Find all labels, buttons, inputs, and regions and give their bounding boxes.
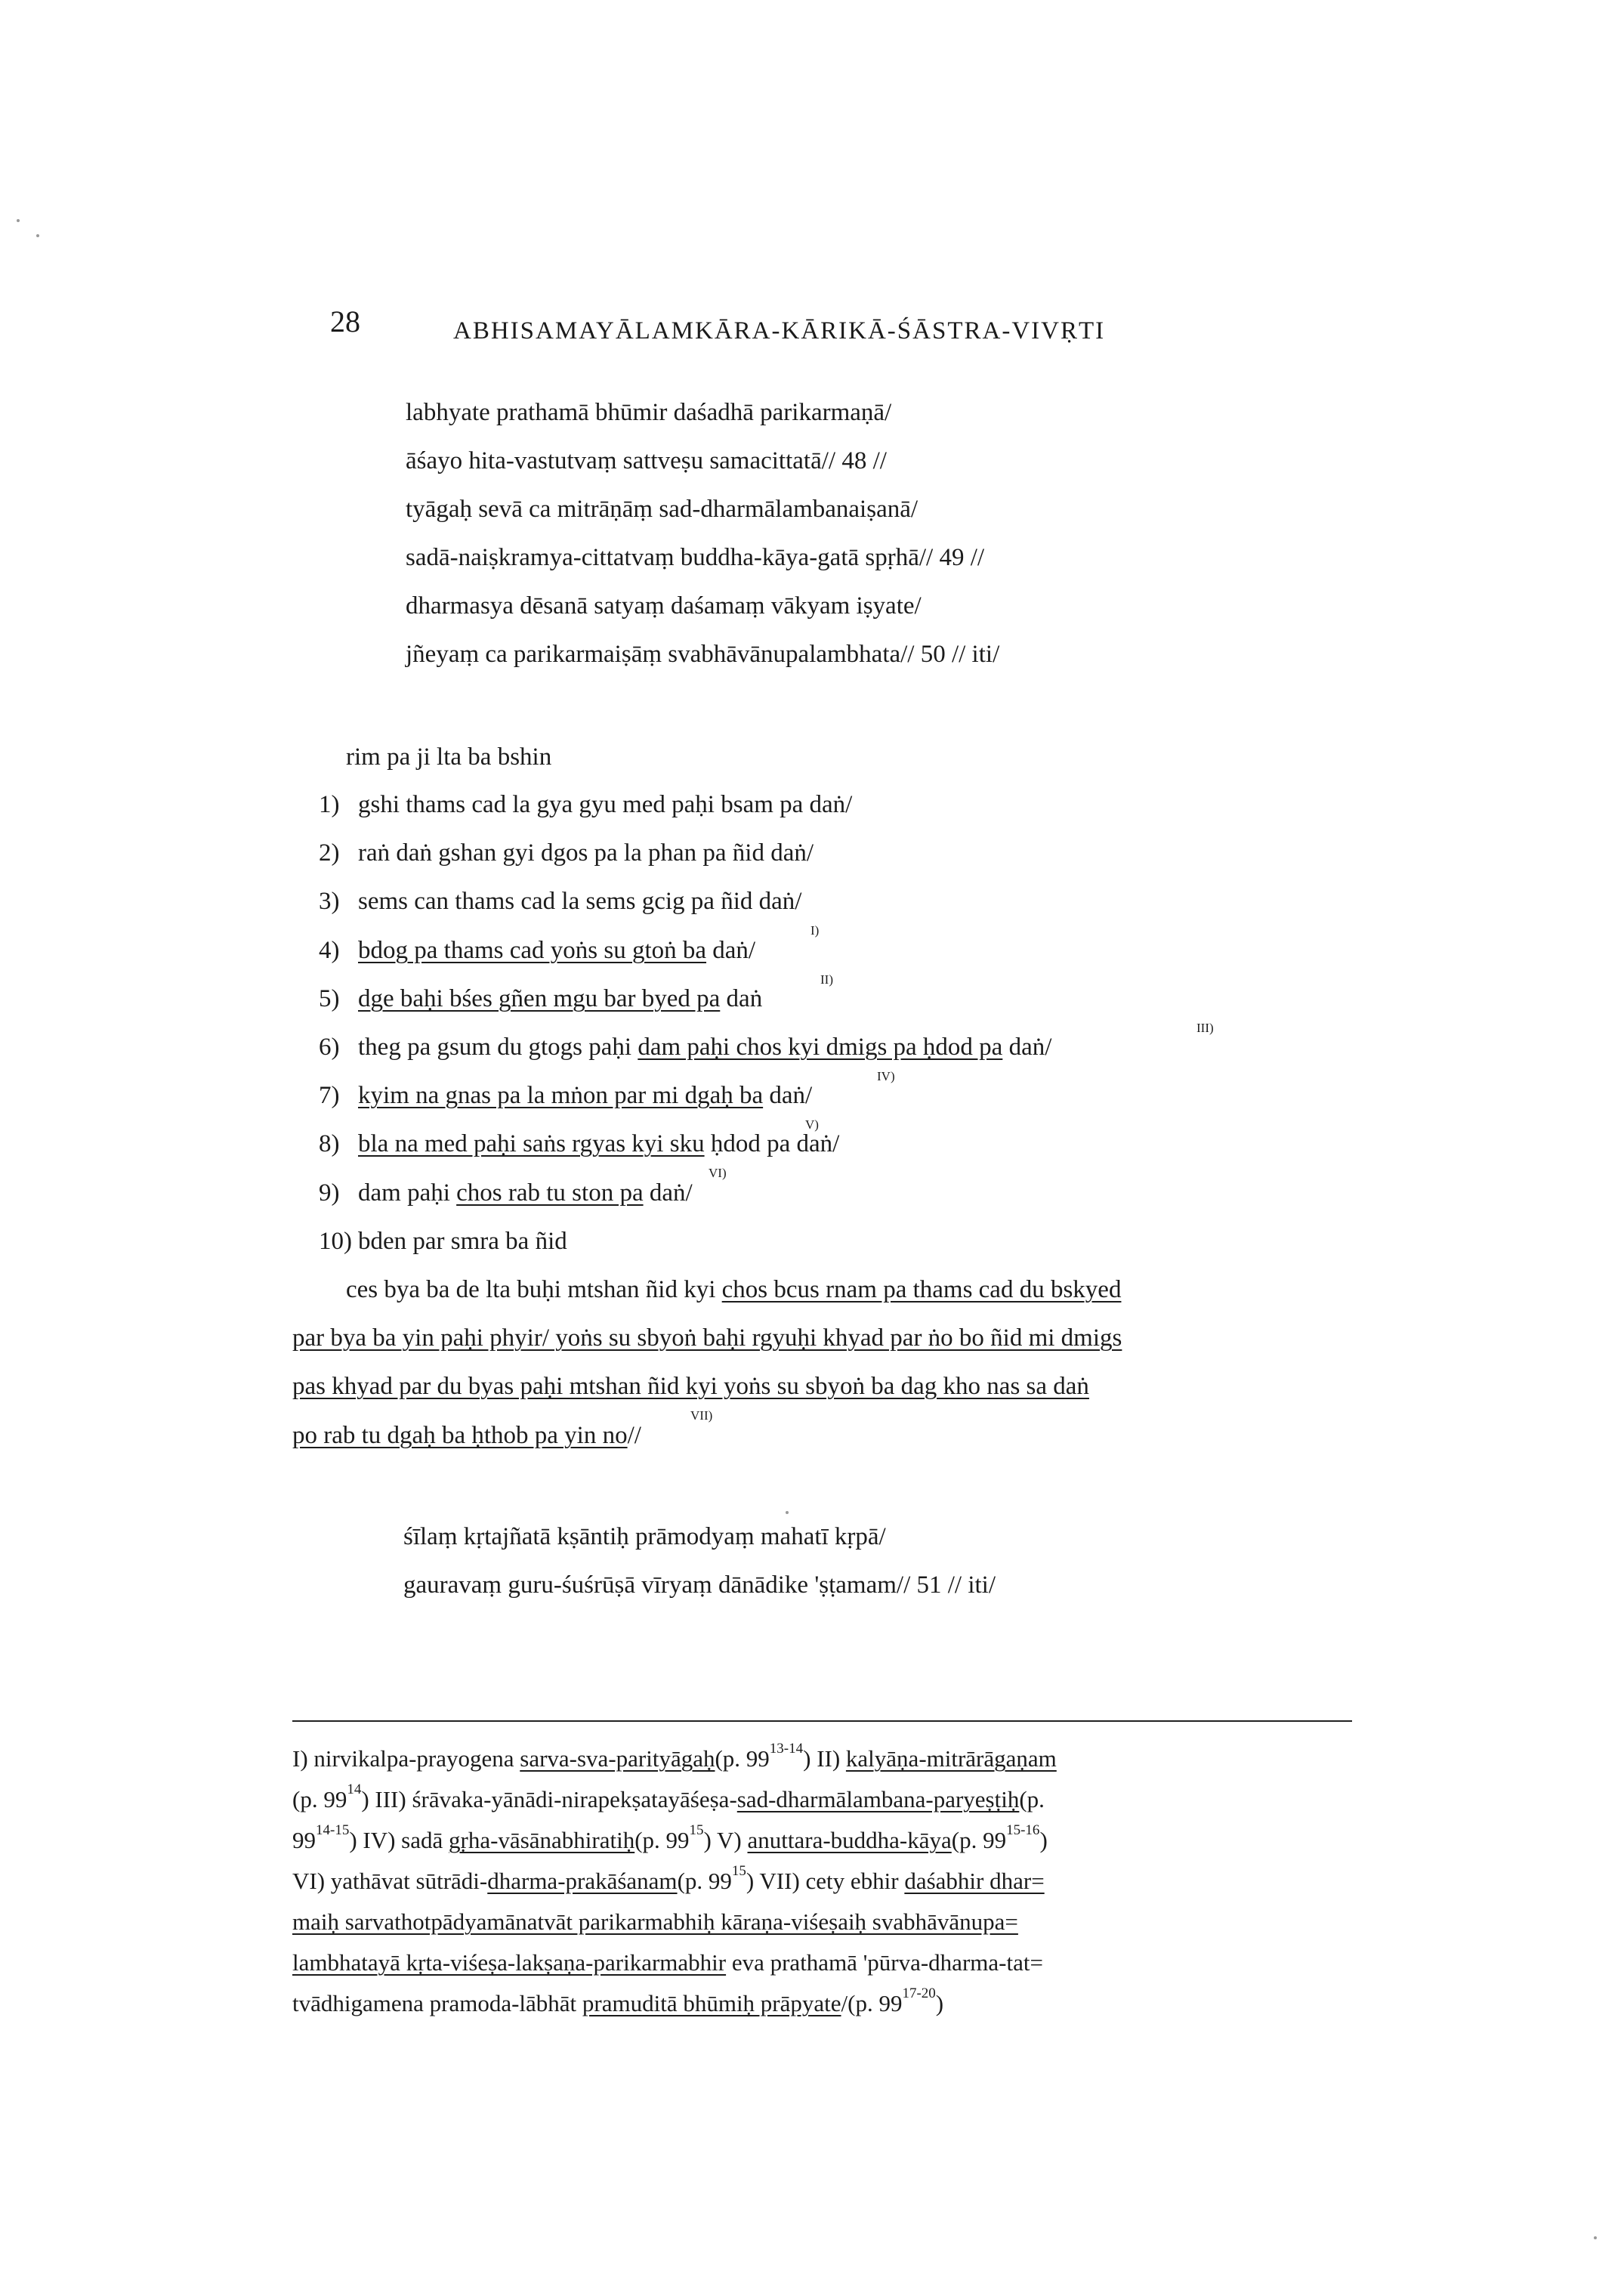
footnote-marker: V): [805, 1117, 819, 1132]
prose-line: [292, 1422, 641, 1450]
fn-text: ) III) śrāvaka-yānādi-nirapekṣatayāśeṣa-: [361, 1786, 737, 1812]
item-text: bden par smra ba ñid: [358, 1228, 567, 1255]
verse-line: gauravaṃ guru-śuśrūṣā vīryaṃ dānādike 'ṣṭamam// 51 // iti/: [403, 1571, 996, 1599]
item-number: 3): [319, 888, 340, 915]
item-text: raṅ daṅ gshan gyi dgos pa la phan pa ñid daṅ/: [358, 839, 814, 867]
footnote-line: [292, 1908, 1018, 1936]
verse-line: śīlaṃ kṛtajñatā kṣāntiḥ prāmodyaṃ mahatī kṛpā/: [403, 1523, 886, 1550]
fn-text: ) IV) sadā: [349, 1827, 449, 1853]
fn-text: (p. 99: [715, 1745, 770, 1772]
item-text: daṅ/: [1002, 1034, 1052, 1061]
fn-text-underlined: sad-dharmālambana-paryeṣṭiḥ: [736, 1786, 1020, 1812]
footnote-marker: I): [810, 923, 820, 938]
scan-speck: [36, 234, 39, 237]
scan-speck: [1594, 2236, 1597, 2239]
fn-text-underlined: daśabhir dhar=: [904, 1868, 1045, 1894]
fn-superscript: 13-14: [769, 1741, 804, 1757]
item-text: daṅ: [720, 985, 763, 1012]
item-number: 4): [319, 937, 340, 964]
prose-text-underlined: chos bcus rnam pa thams cad du bskyed: [721, 1276, 1122, 1303]
item-text: daṅ/: [706, 937, 756, 964]
scan-speck: [786, 1511, 789, 1514]
footnote-divider: [292, 1720, 1352, 1722]
fn-text: 99: [292, 1827, 316, 1853]
fn-text-underlined: kalyāṇa-mitrārāgaṇam: [845, 1745, 1057, 1772]
footnote-line: [292, 1741, 1057, 1772]
footnote-marker: VI): [709, 1166, 727, 1180]
fn-text-underlined: gṛha-vāsānabhiratiḥ: [449, 1827, 635, 1853]
item-text-underlined: dam paḥi chos kyi dmigs pa ḥdod pa: [638, 1034, 1003, 1061]
fn-text: ): [1039, 1827, 1048, 1853]
verse-line: tyāgaḥ sevā ca mitrāṇāṃ sad-dharmālambanaiṣanā/: [406, 496, 919, 523]
item-number: 9): [319, 1179, 340, 1207]
fn-text: (p. 99: [951, 1827, 1007, 1853]
fn-text: eva prathamā 'pūrva-dharma-tat=: [726, 1949, 1043, 1976]
running-title: ABHISAMAYĀLAMKĀRA-KĀRIKĀ-ŚĀSTRA-VIVṚTI: [453, 317, 1106, 345]
fn-text-underlined: dharma-prakāśanam: [487, 1868, 678, 1894]
fn-text: tvādhigamena pramoda-lābhāt: [292, 1990, 582, 2016]
fn-superscript: 14-15: [316, 1822, 350, 1838]
fn-text-underlined: lambhatayā kṛta-viśeṣa-lakṣaṇa-parikarmabhir: [292, 1949, 727, 1976]
item-number: 1): [319, 791, 340, 818]
item-number: 2): [319, 839, 340, 867]
footnote-marker: VII): [690, 1408, 713, 1423]
item-text-underlined: bla na med paḥi saṅs rgyas kyi sku: [358, 1130, 705, 1157]
prose-text-underlined: par bya ba yin paḥi phyir/ yoṅs su sbyoṅ baḥi rgyuḥi khyad par ṅo bo ñid mi dmigs: [292, 1324, 1122, 1352]
prose-text: //: [627, 1422, 641, 1449]
prose-line: [292, 1373, 1089, 1401]
item-number: 10): [319, 1228, 352, 1255]
fn-text: /(p. 99: [841, 1990, 903, 2016]
item-number: 5): [319, 985, 340, 1012]
fn-superscript: 14: [347, 1781, 362, 1797]
fn-text: (p. 99: [634, 1827, 690, 1853]
page-number: 28: [330, 304, 360, 338]
verse-line: labhyate prathamā bhūmir daśadhā parikarmaṇā/: [406, 399, 892, 426]
fn-text: ) V): [703, 1827, 748, 1853]
fn-text: (p. 99: [292, 1786, 347, 1812]
item-text: theg pa gsum du gtogs paḥi: [358, 1034, 638, 1061]
footnote-marker: II): [820, 972, 833, 987]
fn-superscript: 17-20: [902, 1985, 936, 2001]
list-item: [319, 1034, 1051, 1061]
item-number: 8): [319, 1130, 340, 1157]
fn-text: VI) yathāvat sūtrādi-: [292, 1868, 488, 1894]
item-text: daṅ/: [643, 1179, 693, 1207]
item-number: 6): [319, 1034, 340, 1061]
prose-line: [346, 1276, 1121, 1304]
footnote-marker: III): [1196, 1021, 1214, 1035]
list-item: [319, 1179, 693, 1207]
item-text-underlined: bdog pa thams cad yoṅs su gtoṅ ba: [358, 937, 707, 964]
fn-text: ) II): [803, 1745, 846, 1772]
scan-speck: [17, 219, 20, 222]
prose-text-underlined: po rab tu dgaḥ ba ḥthob pa yin no: [292, 1422, 628, 1449]
fn-superscript: 15-16: [1006, 1822, 1040, 1838]
tibetan-intro: rim pa ji lta ba bshin: [346, 743, 552, 771]
fn-text-underlined: maiḥ sarvathotpādyamānatvāt parikarmabhiḥ kāraṇa-viśeṣaiḥ svabhāvānupa=: [292, 1908, 1018, 1935]
item-text: dam paḥi: [358, 1179, 457, 1207]
item-text: sems can thams cad la sems gcig pa ñid daṅ/: [358, 888, 802, 915]
fn-text-underlined: pramuditā bhūmiḥ prāpyate: [582, 1990, 841, 2016]
prose-line: [292, 1324, 1122, 1352]
footnote-line: [292, 1781, 1045, 1813]
list-item: [319, 888, 801, 916]
fn-text: ) VII) cety ebhir: [746, 1868, 905, 1894]
footnote-marker: IV): [877, 1069, 895, 1083]
item-text: gshi thams cad la gya gyu med paḥi bsam pa daṅ/: [358, 791, 853, 818]
fn-text: ): [935, 1990, 944, 2016]
list-item: [319, 937, 755, 965]
footnote-line: [292, 1863, 1045, 1895]
item-text-underlined: chos rab tu ston pa: [456, 1179, 644, 1207]
item-text: ḥdod pa daṅ/: [704, 1130, 840, 1157]
item-number: 7): [319, 1082, 340, 1109]
list-item: [319, 1130, 839, 1158]
footnote-line: [292, 1822, 1048, 1854]
item-text-underlined: kyim na gnas pa la mṅon par mi dgaḥ ba: [358, 1082, 764, 1109]
fn-text: I) nirvikalpa-prayogena: [292, 1745, 520, 1772]
fn-superscript: 15: [689, 1822, 704, 1838]
verse-line: āśayo hita-vastutvaṃ sattveṣu samacittatā// 48 //: [406, 447, 887, 474]
list-item: [319, 839, 814, 867]
fn-text-underlined: sarva-sva-parityāgaḥ: [520, 1745, 715, 1772]
footnote-line: [292, 1985, 944, 2017]
prose-text-underlined: pas khyad par du byas paḥi mtshan ñid kyi yoṅs su sbyoṅ ba dag kho nas sa daṅ: [292, 1373, 1089, 1400]
prose-text: ces bya ba de lta buḥi mtshan ñid kyi: [346, 1276, 722, 1303]
footnote-line: [292, 1949, 1043, 1976]
list-item: [319, 1228, 567, 1256]
list-item: [319, 791, 852, 819]
item-text-underlined: dge baḥi bśes gñen mgu bar byed pa: [358, 985, 721, 1012]
fn-text-underlined: anuttara-buddha-kāya: [747, 1827, 952, 1853]
fn-text: (p. 99: [677, 1868, 732, 1894]
verse-line: dharmasya dēsanā satyaṃ daśamaṃ vākyam iṣyate/: [406, 592, 922, 620]
item-text: daṅ/: [763, 1082, 813, 1109]
verse-line: sadā-naiṣkramya-cittatvaṃ buddha-kāya-gatā spṛhā// 49 //: [406, 544, 985, 571]
fn-text: (p.: [1019, 1786, 1045, 1812]
list-item: [319, 1082, 812, 1110]
verse-line: jñeyaṃ ca parikarmaiṣāṃ svabhāvānupalambhata// 50 // iti/: [406, 641, 1000, 668]
fn-superscript: 15: [731, 1863, 746, 1879]
list-item: [319, 985, 762, 1013]
